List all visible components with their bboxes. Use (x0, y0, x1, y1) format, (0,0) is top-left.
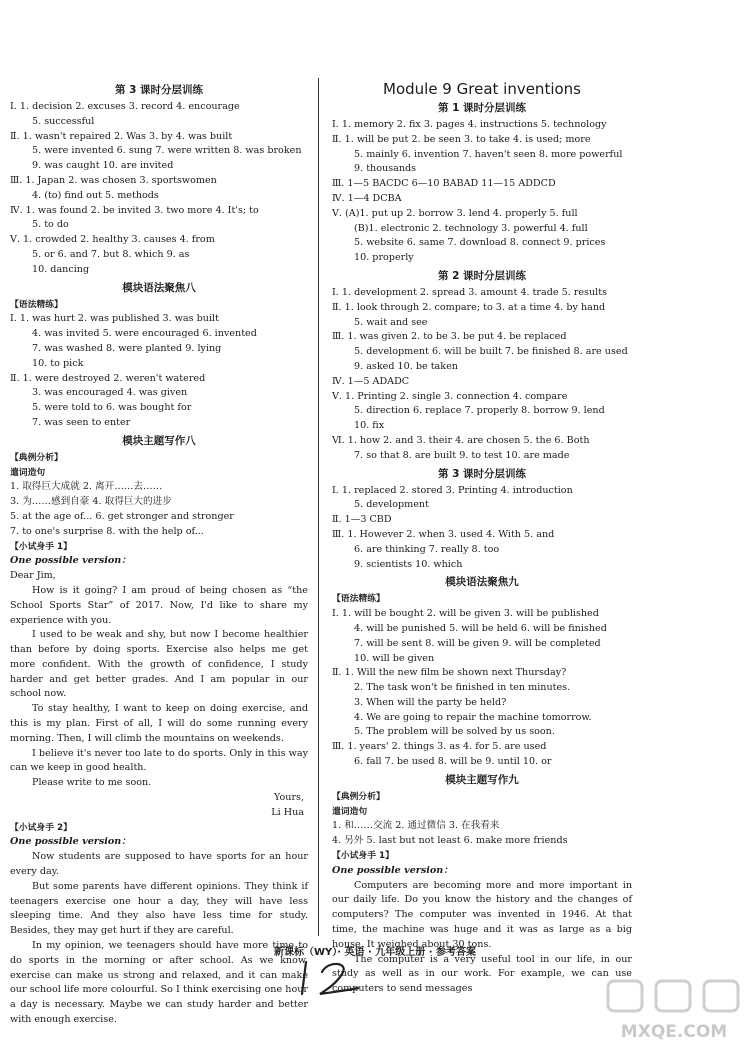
answer-line: 7. was washed 8. were planted 9. lying (32, 342, 222, 354)
answer-line: 4. will be punished 5. will be held 6. will be finished (354, 622, 607, 634)
letter-body (10, 584, 308, 791)
answer-block (332, 819, 632, 849)
answer-line: 7. will be sent 8. will be given 9. will be completed (354, 637, 601, 649)
section-tag: 【典例分析】 (332, 791, 385, 802)
answer-line: 9. scientists 10. which (354, 558, 463, 570)
answer-line: 9. asked 10. be taken (354, 360, 458, 372)
paragraph: Computers are becoming more and more important in our daily life. Do you know the history and the changes of computers? The computer was invented in 1946. At that time, the machine was huge and it was as large as a big house. It weighed about 30 tons. (332, 879, 632, 950)
answer-line: Ⅴ. 1. crowded 2. healthy 3. causes 4. from (10, 234, 215, 246)
answer-line: 5. The problem will be solved by us soon. (354, 726, 555, 738)
answer-line: 10. dancing (32, 263, 90, 275)
section-tag: 【语法精练】 (332, 594, 385, 605)
subheading: 遣词造句 (332, 806, 368, 817)
essay-body (10, 850, 308, 1028)
answer-line: 7. so that 8. are built 9. to test 10. are made (354, 449, 570, 461)
answer-line: Ⅳ. 1—5 ADADC (332, 375, 410, 387)
section-heading: 模块主题写作八 (122, 434, 196, 447)
paragraph: I used to be weak and shy, but now I become healthier than before by doing sports. Exercise also helps me get more confident. With the growth of confidence, I study harder and get better grades. And I am popular in our school now. (10, 629, 308, 700)
subheading: 遣词造句 (10, 467, 46, 478)
answer-line: 5. development (354, 499, 429, 511)
handwritten-page-number (296, 958, 366, 998)
answer-line: 5. at the age of... 6. get stronger and stronger (10, 510, 234, 522)
paragraph: But some parents have different opinions. They think if teenagers exercise one hour a day, they will have less sleeping time. And they also have less time for study. Besides, they may get hurt if they are careful. (10, 880, 308, 937)
answer-line: 4. (to) find out 5. methods (32, 189, 159, 201)
answer-block (332, 484, 632, 573)
paragraph: I believe it's never too late to do sports. Only in this way can we keep in good health. (10, 747, 308, 774)
answer-line: Ⅳ. 1. was found 2. be invited 3. two more 4. It's; to (10, 204, 259, 216)
left-column (10, 80, 308, 1028)
answer-line: Ⅰ. 1. decision 2. excuses 3. record 4. encourage (10, 101, 240, 112)
paragraph: How is it going? I am proud of being chosen as “the School Sports Star” of 2017. Now, I'd like to share my experience with you. (10, 584, 308, 626)
column-divider (318, 78, 319, 936)
answer-line: 6. fall 7. be used 8. will be 9. until 10. or (354, 756, 552, 768)
answer-line: 5. successful (32, 115, 95, 127)
answer-line: 5. or 6. and 7. but 8. which 9. as (32, 248, 190, 260)
answer-line: 1. 取得巨大成就 2. 离开……去…… (10, 481, 163, 493)
answer-line: 9. thousands (354, 163, 417, 175)
paragraph: To stay healthy, I want to keep on doing exercise, and this is my plan. First of all, I will do some running every morning. Then, I will climb the mountains on weekends. (10, 703, 308, 744)
answer-block (10, 480, 308, 539)
answer-block (10, 100, 308, 278)
section-heading: 第 1 课时分层训练 (437, 102, 527, 114)
answer-line: Ⅲ. 1. However 2. when 3. used 4. With 5. and (332, 528, 555, 540)
answer-block (10, 312, 308, 430)
answer-line: Ⅱ. 1. wasn't repaired 2. Was 3. by 4. was built (10, 130, 233, 142)
answer-line: 5. website 6. same 7. download 8. connect 9. prices (354, 237, 606, 249)
paragraph: In my opinion, we teenagers should have more time to do sports in the morning or after school. As we know, exercise can make us strong and relaxed, and it can make our school life more colourful. So I think exercising one hour a day is necessary. Maybe we can study harder and better with enough exercise. (10, 940, 308, 1026)
sample-label: One possible version： (332, 864, 453, 876)
answer-line: Ⅰ. 1. development 2. spread 3. amount 4. trade 5. results (332, 286, 608, 298)
paragraph: Please write to me soon. (32, 777, 152, 789)
module-title: Module 9 Great inventions (383, 80, 581, 98)
answer-line: 5. direction 6. replace 7. properly 8. borrow 9. lend (354, 405, 605, 417)
answer-line: 7. to one's surprise 8. with the help of... (10, 525, 204, 537)
answer-line: Ⅰ. 1. will be bought 2. will be given 3. will be published (332, 608, 599, 620)
sample-label: One possible version： (10, 836, 131, 848)
answer-line: 3. When will the party be held? (354, 696, 507, 708)
answer-line: Ⅵ. 1. how 2. and 3. their 4. are chosen 5. the 6. Both (332, 434, 590, 446)
letter-greeting: Dear Jim, (10, 570, 56, 582)
answer-line: Ⅴ. 1. Printing 2. single 3. connection 4. compare (332, 390, 568, 402)
answer-line: 3. 为……感到自豪 4. 取得巨大的进步 (10, 496, 172, 508)
answer-line: 5. were told to 6. was bought for (32, 402, 192, 414)
answer-line: Ⅲ. 1. years' 2. things 3. as 4. for 5. are used (332, 741, 547, 753)
answer-block (332, 286, 632, 464)
paragraph: Now students are supposed to have sports for an hour every day. (10, 851, 308, 878)
letter-closing: Yours, (273, 792, 304, 804)
answer-line: 1. 和……交流 2. 通过微信 3. 在我看来 (332, 820, 500, 832)
answer-line: 4. 另外 5. last but not least 6. make more friends (332, 835, 568, 847)
answer-line: Ⅲ. 1. Japan 2. was chosen 3. sportswomen (10, 174, 217, 186)
answer-line: Ⅱ. 1. were destroyed 2. weren't watered (10, 372, 206, 384)
answer-line: 3. was encouraged 4. was given (32, 387, 188, 399)
answer-line: Ⅰ. 1. memory 2. fix 3. pages 4. instructions 5. technology (332, 119, 607, 130)
answer-line: 9. was caught 10. are invited (32, 160, 174, 172)
section-tag: 【语法精练】 (10, 299, 63, 310)
answer-line: 5. were invented 6. sung 7. were written 8. was broken (32, 145, 302, 157)
answer-line: Ⅳ. 1—4 DCBA (332, 192, 402, 204)
section-tag: 【小试身手 1】 (332, 851, 394, 862)
answer-line: 10. properly (354, 252, 414, 264)
paragraph: The computer is a very useful tool in our life, in our study as well as in our work. For example, we can use computers to send messages (332, 953, 632, 995)
answer-line: Ⅲ. 1—5 BACDC 6—10 BABAD 11—15 ADDCD (332, 178, 556, 190)
answer-line: 4. was invited 5. were encouraged 6. invented (32, 328, 257, 340)
watermark-text: MXQE.COM (620, 1022, 728, 1042)
answer-line: 5. development 6. will be built 7. be finished 8. are used (354, 346, 628, 358)
right-column (332, 80, 632, 997)
section-heading: 第 2 课时分层训练 (437, 269, 527, 282)
answer-line: 5. mainly 6. invention 7. haven't seen 8. more powerful (354, 148, 623, 160)
page-footer: 新课标（WY）· 英语 · 九年级上册 · 参考答案 (273, 947, 477, 958)
answer-line: Ⅱ. 1. look through 2. compare; to 3. at a time 4. by hand (332, 301, 606, 313)
section-tag: 【小试身手 2】 (10, 822, 72, 833)
section-tag: 【典例分析】 (10, 452, 63, 463)
answer-line: 5. to do (32, 219, 69, 231)
section-heading: 第 3 课时分层训练 (437, 467, 527, 480)
answer-line: 6. are thinking 7. really 8. too (354, 543, 500, 555)
answer-line: Ⅱ. 1. Will the new film be shown next Thursday? (332, 667, 567, 679)
answer-line: 5. wait and see (354, 316, 428, 328)
answer-line: 10. will be given (354, 652, 435, 664)
answer-line: Ⅱ. 1. will be put 2. be seen 3. to take 4. is used; more (332, 133, 591, 145)
answer-line: Ⅰ. 1. replaced 2. stored 3. Printing 4. introduction (332, 484, 573, 496)
answer-line: Ⅱ. 1—3 CBD (332, 514, 392, 526)
answer-line: 10. fix (354, 420, 385, 432)
section-heading: 模块语法聚焦九 (445, 576, 519, 589)
answer-line: 10. to pick (32, 357, 84, 369)
answer-block (332, 607, 632, 770)
answer-line: Ⅰ. 1. was hurt 2. was published 3. was built (10, 313, 219, 325)
letter-signature: Li Hua (271, 806, 304, 818)
answer-line: Ⅲ. 1. was given 2. to be 3. be put 4. be replaced (332, 331, 567, 343)
answer-line: (B)1. electronic 2. technology 3. powerful 4. full (354, 222, 588, 234)
essay-body (332, 879, 632, 997)
watermark-logo (600, 975, 748, 1045)
section-heading: 第 3 课时分层训练 (114, 84, 204, 96)
section-heading: 模块语法聚焦八 (122, 281, 196, 294)
answer-line: 4. We are going to repair the machine tomorrow. (354, 711, 592, 723)
answer-line: 7. was seen to enter (32, 416, 131, 428)
section-heading: 模块主题写作九 (445, 773, 519, 786)
answer-line: 2. The task won't be finished in ten minutes. (354, 682, 571, 694)
sample-label: One possible version： (10, 555, 131, 567)
section-tag: 【小试身手 1】 (10, 541, 72, 552)
answer-line: Ⅴ. (A)1. put up 2. borrow 3. lend 4. properly 5. full (332, 207, 578, 219)
answer-block (332, 118, 632, 266)
